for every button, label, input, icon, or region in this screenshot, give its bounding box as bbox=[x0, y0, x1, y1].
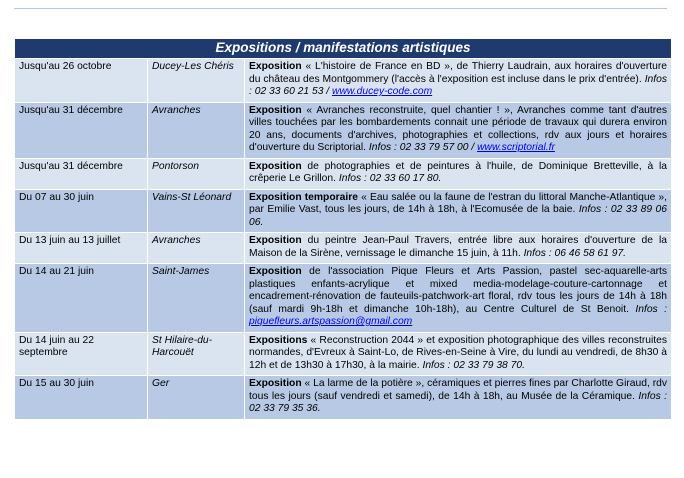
event-label: Exposition bbox=[249, 61, 302, 72]
event-label: Exposition temporaire bbox=[249, 191, 358, 203]
exhibitions-table bbox=[14, 38, 672, 420]
event-infos: Infos : 06 46 58 61 97. bbox=[523, 247, 627, 259]
table-row bbox=[15, 189, 672, 233]
event-website-link[interactable]: www.scriptorial.fr bbox=[477, 142, 555, 153]
event-text: du peintre Jean-Paul Travers, entrée libre aux horaires d'ouverture de la Maison de la Sirène, vernissage le dimanche 15 juin, à 11h. bbox=[249, 235, 668, 259]
event-place: Saint-James bbox=[148, 264, 245, 333]
event-infos: Infos : 02 33 79 57 00 / bbox=[368, 142, 478, 153]
event-text: « Eau salée ou la faune de l'estran du littoral Manche-Atlantique », par Emilie Vast, tous les jours, de 14h à 18h, à l'Ecomusée de la baie. bbox=[249, 191, 668, 215]
event-text: de l'association Pique Fleurs et Arts Passion, pastel sec-aquarelle-arts plastiques enfants-acrylique et mixed media-modelage-couture-cartonnage et encadrement-rénovation de fauteuils-patchwork-art floral, rdv tous les jours de 14h à 18h (sauf mardi 9h-18h et dimanche 10h-18h), au Centre Culturel de St Benoit. bbox=[249, 266, 668, 315]
event-date: Du 14 au 21 juin bbox=[15, 264, 148, 333]
event-email-link[interactable]: piquefleurs.artspassion@gmail.com bbox=[249, 316, 413, 327]
event-label: Expositions bbox=[249, 334, 308, 346]
table-row bbox=[15, 264, 672, 333]
event-place: St Hilaire-du-Harcouët bbox=[148, 332, 245, 376]
event-place: Avranches bbox=[148, 233, 245, 264]
table-row bbox=[15, 376, 672, 420]
event-place: Vains-St Léonard bbox=[148, 189, 245, 233]
event-label: Exposition bbox=[249, 104, 302, 116]
event-date: Du 07 au 30 juin bbox=[15, 189, 148, 233]
event-website-link[interactable]: www.ducey-code.com bbox=[332, 86, 433, 97]
event-description bbox=[245, 102, 672, 158]
event-text: de photographies et de peintures à l'huile, de Dominique Bretteville, à la crêperie Le Grillon. bbox=[249, 160, 668, 184]
event-infos: Infos : 02 33 89 06 06. bbox=[249, 204, 667, 228]
event-place: Ducey-Les Chéris bbox=[148, 59, 245, 103]
event-place: Ger bbox=[148, 376, 245, 420]
event-infos: Infos : 02 33 60 21 53 / bbox=[249, 73, 668, 97]
event-text: « La larme de la potière », céramiques et pierres fines par Charlotte Giraud, rdv tous les jours (sauf vendredi et samedi), de 14h à 18h, au Musée de la Céramique. bbox=[249, 378, 668, 402]
event-place: Pontorson bbox=[148, 158, 245, 189]
event-description bbox=[245, 264, 672, 333]
event-infos: Infos : 02 33 79 35 36. bbox=[249, 390, 668, 414]
event-date: Du 15 au 30 juin bbox=[15, 376, 148, 420]
table-row bbox=[15, 332, 672, 376]
event-place: Avranches bbox=[148, 102, 245, 158]
event-text: « Reconstruction 2044 » et exposition photographique des villes reconstruites normandes, d'Evreux à Saint-Lo, de Rives-en-Seine à Vire, du lundi au vendredi, de 8h30 à 12h et de 13h30 à 17h30, à la mairie. bbox=[249, 334, 668, 371]
event-infos: Infos : 02 33 79 38 70. bbox=[422, 359, 525, 371]
event-label: Exposition bbox=[249, 160, 302, 172]
table-row bbox=[15, 59, 672, 103]
event-text: « Avranches reconstruite, quel chantier ! », Avranches comme tant d'autres villes touchées par les bombardements connait une période de travaux qui durera environ 20 ans, documents d'archives, photographies et collections, rdv aux jours et horaires d'ouverture du Scriptorial. bbox=[249, 104, 668, 153]
event-infos: Infos : 02 33 60 17 80. bbox=[338, 173, 442, 184]
event-description bbox=[245, 158, 672, 189]
event-description bbox=[245, 189, 672, 233]
table-row bbox=[15, 233, 672, 264]
event-text: « L'histoire de France en BD », de Thierry Laudrain, aux horaires d'ouverture du château des Montgommery (l'accès à l'exposition est incluse dans le prix d'entrée). bbox=[249, 61, 668, 85]
event-date: Jusqu'au 31 décembre bbox=[15, 158, 148, 189]
event-date: Jusqu'au 31 décembre bbox=[15, 102, 148, 158]
event-description bbox=[245, 332, 672, 376]
event-date: Du 14 juin au 22 septembre bbox=[15, 332, 148, 376]
event-date: Jusqu'au 26 octobre bbox=[15, 59, 148, 103]
event-label: Exposition bbox=[249, 266, 302, 277]
event-description bbox=[245, 59, 672, 103]
top-divider-line bbox=[14, 8, 667, 9]
table-title: Expositions / manifestations artistiques bbox=[15, 39, 672, 59]
table-row bbox=[15, 158, 672, 189]
event-description bbox=[245, 233, 672, 264]
event-label: Exposition bbox=[249, 378, 302, 389]
event-label: Exposition bbox=[249, 235, 302, 246]
event-description bbox=[245, 376, 672, 420]
event-date: Du 13 juin au 13 juillet bbox=[15, 233, 148, 264]
event-infos: Infos : bbox=[635, 303, 667, 315]
table-row bbox=[15, 102, 672, 158]
